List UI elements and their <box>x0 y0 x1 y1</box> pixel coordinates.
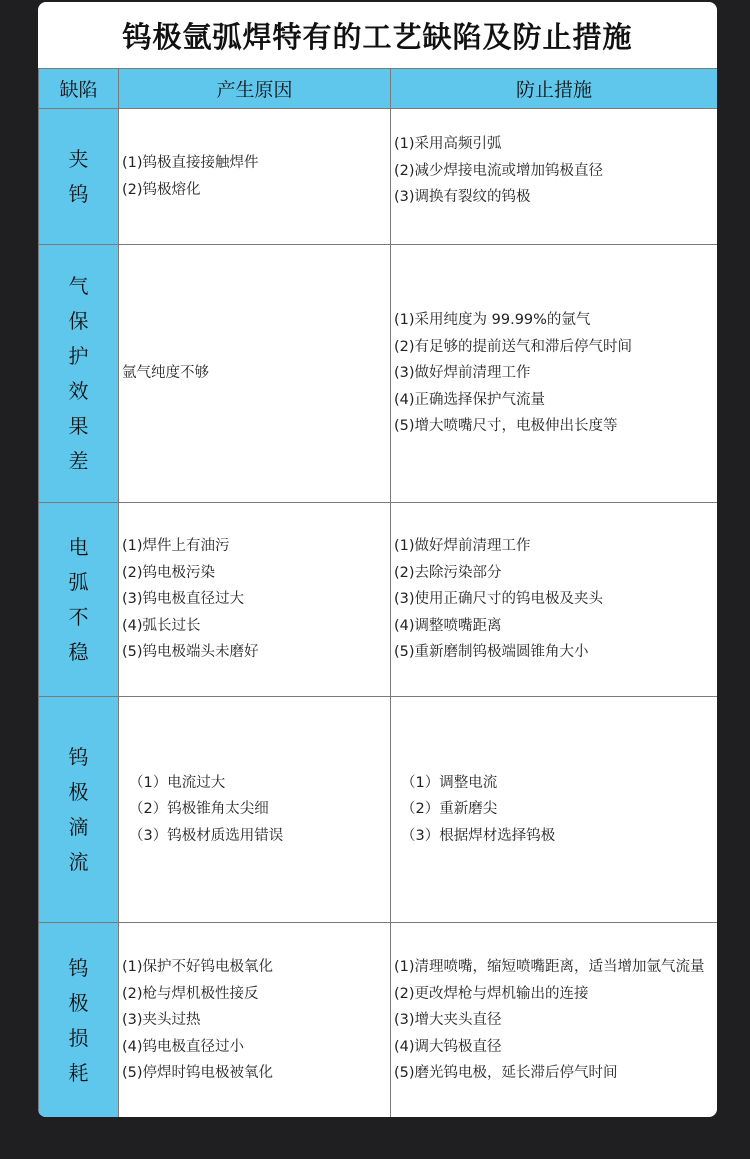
defect-char: 钨 <box>68 744 89 769</box>
defect-char: 损 <box>68 1025 89 1050</box>
measure-item: （2）重新磨尖 <box>401 801 498 818</box>
defect-char: 极 <box>68 990 89 1015</box>
page-title: 钨极氩弧焊特有的工艺缺陷及防止措施 <box>122 19 633 54</box>
cause-item: (2)钨电极污染 <box>122 564 216 581</box>
measures-cell <box>391 503 718 697</box>
defect-char: 果 <box>68 413 89 438</box>
defects-table <box>38 68 717 1117</box>
defect-cell <box>39 923 119 1118</box>
defect-cell <box>39 245 119 503</box>
table-row <box>39 245 718 503</box>
defect-char: 流 <box>68 849 89 874</box>
measure-item: (3)增大夹头直径 <box>394 1012 502 1029</box>
content-card <box>38 2 717 1117</box>
cause-item: (4)钨电极直径过小 <box>122 1038 245 1055</box>
causes-cell <box>119 109 391 245</box>
cause-item: (2)钨极熔化 <box>122 181 201 198</box>
cause-item: (5)停焊时钨电极被氧化 <box>122 1065 274 1082</box>
header-defect: 缺陷 <box>39 69 119 109</box>
cause-item: (2)枪与焊机极性接反 <box>122 985 259 1002</box>
measure-item: (5)磨光钨电极，延长滞后停气时间 <box>394 1065 618 1082</box>
measure-item: (1)清理喷嘴，缩短喷嘴距离，适当增加氩气流量 <box>394 959 705 976</box>
cause-item: (5)钨电极端头未磨好 <box>122 644 259 661</box>
table-row <box>39 697 718 923</box>
measure-item: (1)采用高频引弧 <box>394 136 502 152</box>
measures-cell <box>391 923 718 1118</box>
measure-item: (3)做好焊前清理工作 <box>394 365 531 382</box>
measure-item: (1)采用纯度为 99.99%的氩气 <box>394 312 591 329</box>
defect-char: 钨 <box>68 955 89 980</box>
defect-char: 差 <box>68 448 89 473</box>
measure-item: (2)减少焊接电流或增加钨极直径 <box>394 162 604 179</box>
header-causes: 产生原因 <box>119 69 391 109</box>
cause-item: （2）钨极锥角太尖细 <box>129 801 269 818</box>
defect-char: 滴 <box>68 814 89 839</box>
measure-item: (4)正确选择保护气流量 <box>394 391 546 408</box>
defect-char: 弧 <box>68 569 89 594</box>
defect-char: 效 <box>68 378 89 403</box>
measure-item: (3)使用正确尺寸的钨电极及夹头 <box>394 591 604 608</box>
measure-item: (4)调大钨极直径 <box>394 1038 502 1055</box>
defect-char: 护 <box>68 343 89 368</box>
cause-item: 氩气纯度不够 <box>122 365 209 382</box>
defect-cell <box>39 697 119 923</box>
defect-char: 气 <box>68 273 89 298</box>
measure-item: (4)调整喷嘴距离 <box>394 617 502 634</box>
cause-item: （3）钨极材质选用错误 <box>129 827 284 844</box>
header-measures: 防止措施 <box>391 69 718 109</box>
defect-char: 钨 <box>68 181 89 206</box>
cause-item: (1)焊件上有油污 <box>122 538 230 555</box>
cause-item: (4)弧长过长 <box>122 617 201 634</box>
measure-item: （3）根据焊材选择钨极 <box>401 827 556 844</box>
causes-cell <box>119 697 391 923</box>
table-row <box>39 503 718 697</box>
measures-cell <box>391 245 718 503</box>
table-header-row <box>39 69 718 109</box>
causes-cell <box>119 245 391 503</box>
defect-cell <box>39 503 119 697</box>
measure-item: (2)去除污染部分 <box>394 564 502 581</box>
table-row <box>39 109 718 245</box>
defect-cell <box>39 109 119 245</box>
measure-item: (3)调换有裂纹的钨极 <box>394 189 531 205</box>
cause-item: (1)钨极直接接触焊件 <box>122 155 259 171</box>
defect-char: 夹 <box>68 146 89 171</box>
causes-cell <box>119 923 391 1118</box>
defect-char: 保 <box>68 308 89 333</box>
measure-item: (5)增大喷嘴尺寸，电极伸出长度等 <box>394 418 618 435</box>
measure-item: (2)有足够的提前送气和滞后停气时间 <box>394 338 633 355</box>
cause-item: (3)夹头过热 <box>122 1012 201 1029</box>
measures-cell <box>391 109 718 245</box>
measure-item: (1)做好焊前清理工作 <box>394 538 531 555</box>
table-row <box>39 923 718 1118</box>
defect-char: 极 <box>68 779 89 804</box>
measure-item: （1）调整电流 <box>401 774 498 791</box>
defect-char: 耗 <box>68 1060 89 1085</box>
measure-item: (5)重新磨制钨极端圆锥角大小 <box>394 644 589 661</box>
cause-item: (1)保护不好钨电极氧化 <box>122 959 274 976</box>
cause-item: （1）电流过大 <box>129 774 226 791</box>
defect-char: 电 <box>68 534 89 559</box>
measure-item: (2)更改焊枪与焊机输出的连接 <box>394 985 589 1002</box>
causes-cell <box>119 503 391 697</box>
defect-char: 稳 <box>68 639 89 664</box>
defect-char: 不 <box>68 604 89 629</box>
measures-cell <box>391 697 718 923</box>
cause-item: (3)钨电极直径过大 <box>122 591 245 608</box>
